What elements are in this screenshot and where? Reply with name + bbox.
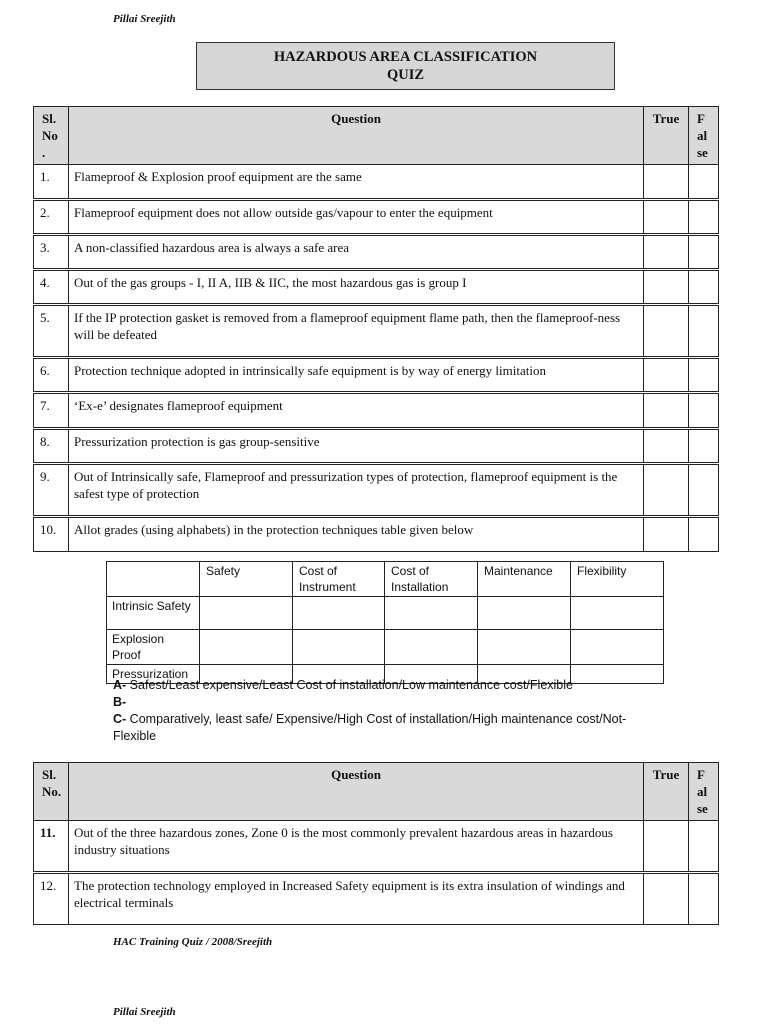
table-row: 8. Pressurization protection is gas group-sensitive xyxy=(34,429,719,464)
table-row: 12. The protection technology employed in Increased Safety equipment is its extra insulation of windings and electrical terminals xyxy=(34,873,719,925)
false-checkbox[interactable] xyxy=(689,165,719,200)
false-header: F al se xyxy=(689,763,719,821)
col-header: Maintenance xyxy=(478,562,571,597)
grades-corner xyxy=(107,562,200,597)
true-checkbox[interactable] xyxy=(644,821,689,873)
grade-cell[interactable] xyxy=(385,597,478,630)
table-row: 10. Allot grades (using alphabets) in the protection techniques table given below xyxy=(34,517,719,552)
slno-header: Sl. No. xyxy=(34,763,69,821)
col-header: Cost of Installation xyxy=(385,562,478,597)
true-checkbox[interactable] xyxy=(644,200,689,235)
quiz-title xyxy=(196,42,615,90)
true-checkbox[interactable] xyxy=(644,305,689,358)
grade-cell[interactable] xyxy=(571,597,664,630)
grade-cell[interactable] xyxy=(478,597,571,630)
col-header: Cost of Instrument xyxy=(293,562,385,597)
footer-author: Pillai Sreejith xyxy=(113,1006,176,1018)
grade-cell[interactable] xyxy=(478,630,571,665)
false-checkbox[interactable] xyxy=(689,200,719,235)
grade-cell[interactable] xyxy=(200,630,293,665)
table-row: 3. A non-classified hazardous area is always a safe area xyxy=(34,235,719,270)
question-header: Question xyxy=(69,107,644,165)
false-checkbox[interactable] xyxy=(689,270,719,305)
table-row: 9. Out of Intrinsically safe, Flameproof and pressurization types of protection, flameproof equipment is the safest type of protection xyxy=(34,464,719,517)
false-checkbox[interactable] xyxy=(689,429,719,464)
quiz-table-2 xyxy=(33,762,719,925)
grades-table xyxy=(106,561,664,684)
false-header: F al se xyxy=(689,107,719,165)
table-row: 2. Flameproof equipment does not allow outside gas/vapour to enter the equipment xyxy=(34,200,719,235)
false-checkbox[interactable] xyxy=(689,358,719,393)
true-checkbox[interactable] xyxy=(644,270,689,305)
true-checkbox[interactable] xyxy=(644,429,689,464)
true-checkbox[interactable] xyxy=(644,358,689,393)
question-header: Question xyxy=(69,763,644,821)
table-row: 4. Out of the gas groups - I, II A, IIB & IIC, the most hazardous gas is group I xyxy=(34,270,719,305)
false-checkbox[interactable] xyxy=(689,517,719,552)
legend-b: B- xyxy=(113,695,127,709)
title-line-2: QUIZ xyxy=(386,67,425,83)
true-checkbox[interactable] xyxy=(644,393,689,429)
legend-a: A- Safest/Least expensive/Least Cost of installation/Low maintenance cost/Flexible xyxy=(113,678,573,692)
grade-cell[interactable] xyxy=(293,630,385,665)
col-header: Flexibility xyxy=(571,562,664,597)
false-checkbox[interactable] xyxy=(689,873,719,925)
true-header: True xyxy=(644,107,689,165)
grade-legend xyxy=(113,677,633,745)
true-checkbox[interactable] xyxy=(644,165,689,200)
true-checkbox[interactable] xyxy=(644,235,689,270)
true-checkbox[interactable] xyxy=(644,464,689,517)
grade-cell[interactable] xyxy=(385,630,478,665)
table-row: 6. Protection technique adopted in intrinsically safe equipment is by way of energy limitation xyxy=(34,358,719,393)
false-checkbox[interactable] xyxy=(689,393,719,429)
table-row: 5. If the IP protection gasket is removed from a flameproof equipment flame path, then the flameproof-ness will be defeated xyxy=(34,305,719,358)
slno-header: Sl. No . xyxy=(34,107,69,165)
col-header: Safety xyxy=(200,562,293,597)
author-name: Pillai Sreejith xyxy=(113,13,176,25)
legend-c: C- Comparatively, least safe/ Expensive/High Cost of installation/High maintenance cost/Not-Flexible xyxy=(113,712,627,743)
false-checkbox[interactable] xyxy=(689,821,719,873)
table-row: 11. Out of the three hazardous zones, Zone 0 is the most commonly prevalent hazardous areas in hazardous industry situations xyxy=(34,821,719,873)
quiz-table-1 xyxy=(33,106,719,552)
false-checkbox[interactable] xyxy=(689,235,719,270)
row-header: Explosion Proof xyxy=(107,630,200,665)
true-checkbox[interactable] xyxy=(644,873,689,925)
table-row: 1. Flameproof & Explosion proof equipment are the same xyxy=(34,165,719,200)
true-header: True xyxy=(644,763,689,821)
row-header: Intrinsic Safety xyxy=(107,597,200,630)
title-line-1: HAZARDOUS AREA CLASSIFICATION xyxy=(273,49,538,65)
grade-cell[interactable] xyxy=(571,630,664,665)
false-checkbox[interactable] xyxy=(689,305,719,358)
true-checkbox[interactable] xyxy=(644,517,689,552)
false-checkbox[interactable] xyxy=(689,464,719,517)
footer-text: HAC Training Quiz / 2008/Sreejith xyxy=(113,936,273,948)
grade-cell[interactable] xyxy=(293,597,385,630)
table-row: 7. ‘Ex-e’ designates flameproof equipment xyxy=(34,393,719,429)
grade-cell[interactable] xyxy=(200,597,293,630)
row-header: Pressurization xyxy=(107,665,200,684)
